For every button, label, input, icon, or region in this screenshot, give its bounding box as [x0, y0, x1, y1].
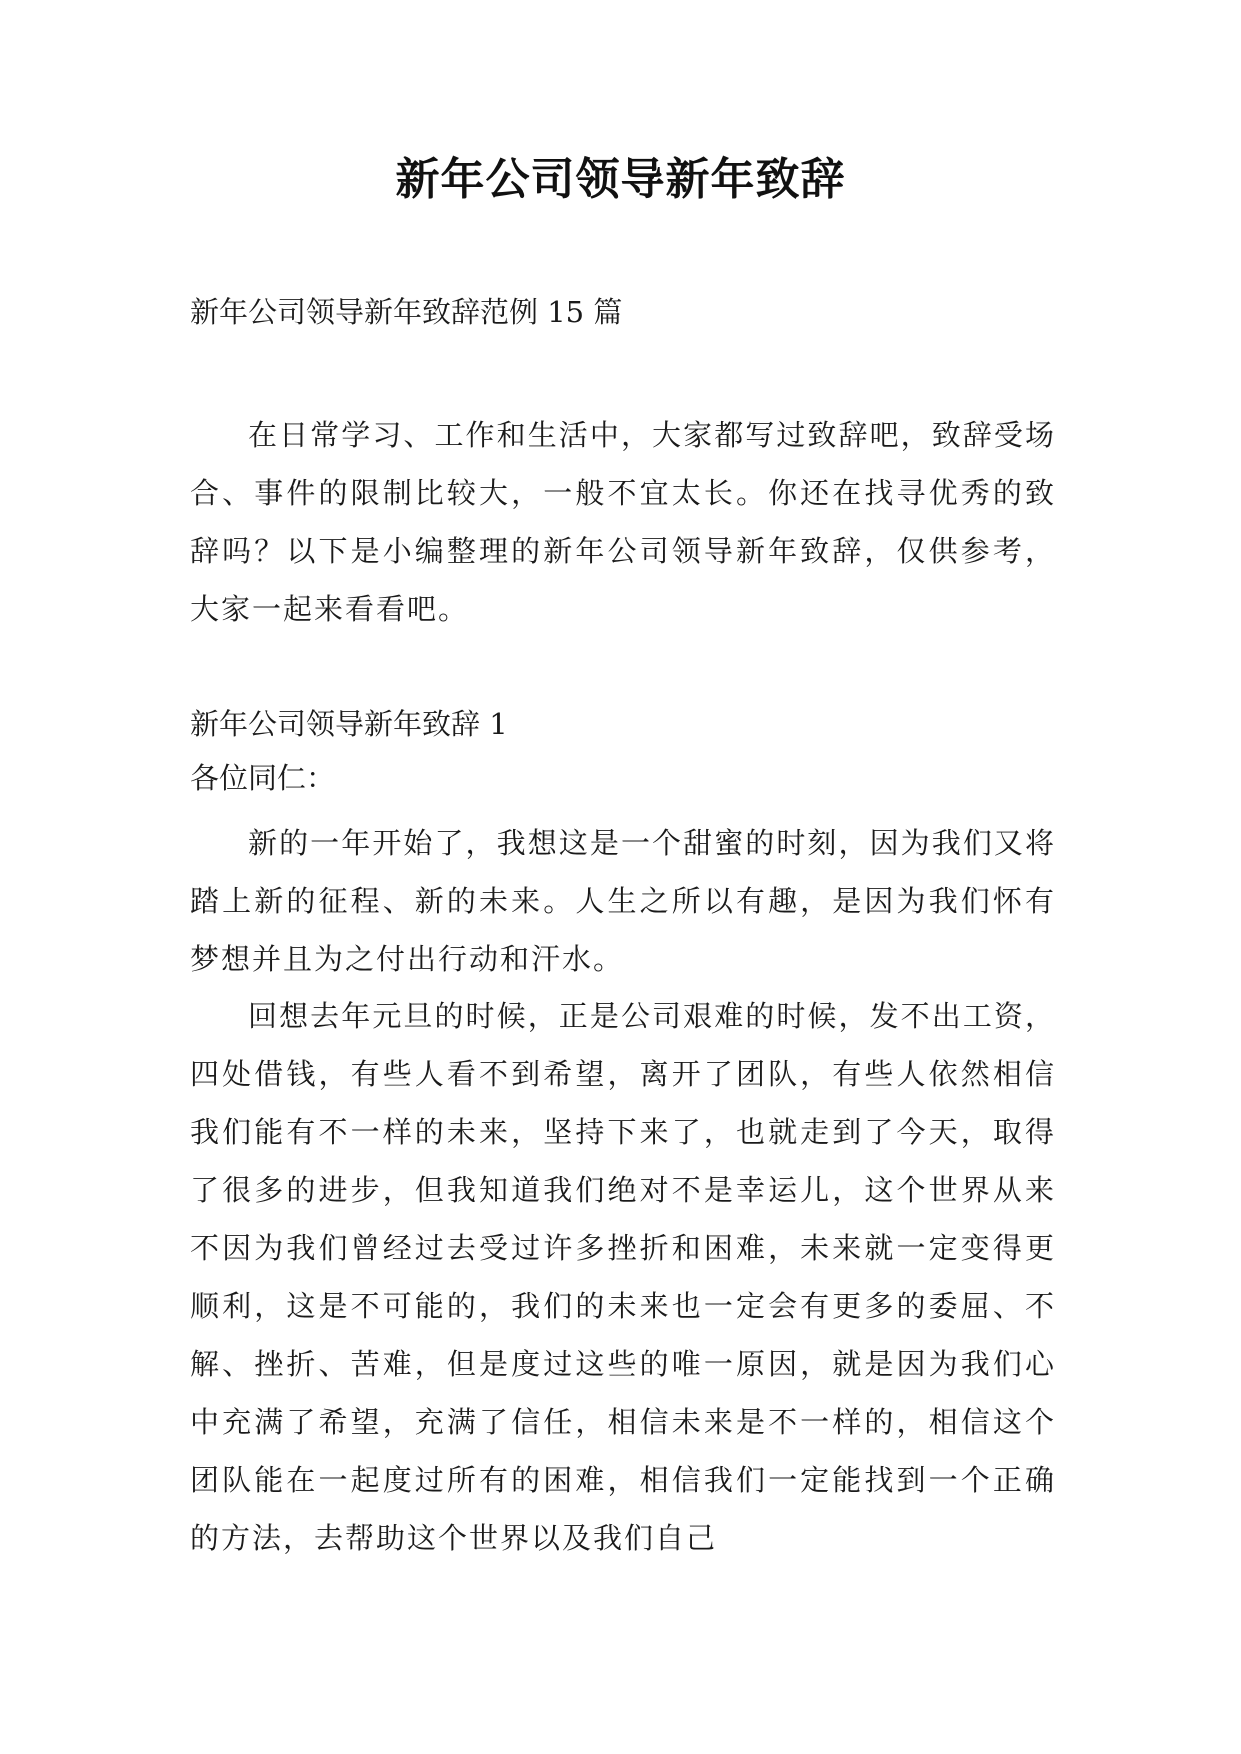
section-heading: 新年公司领导新年致辞 1 [190, 707, 508, 741]
salutation: 各位同仁： [190, 761, 336, 795]
intro-paragraph: 在日常学习、工作和生活中，大家都写过致辞吧，致辞受场合、事件的限制比较大，一般不宜太长。你还在找寻优秀的致辞吗？以下是小编整理的新年公司领导新年致辞，仅供参考，大家一起来看看吧。 [190, 418, 1056, 626]
document-title: 新年公司领导新年致辞 [395, 154, 846, 205]
document-subtitle: 新年公司领导新年致辞范例 15 篇 [190, 295, 623, 329]
body-paragraph: 新的一年开始了，我想这是一个甜蜜的时刻，因为我们又将踏上新的征程、新的未来。人生之所以有趣，是因为我们怀有梦想并且为之付出行动和汗水。 [190, 826, 1056, 976]
body-paragraph: 回想去年元旦的时候，正是公司艰难的时候，发不出工资，四处借钱，有些人看不到希望，离开了团队，有些人依然相信我们能有不一样的未来，坚持下来了，也就走到了今天，取得了很多的进步，但我知道我们绝对不是幸运儿，这个世界从来不因为我们曾经过去受过许多挫折和困难，未来就一定变得更顺利，这是不可能的，我们的未来也一定会有更多的委屈、不解、挫折、苦难，但是度过这些的唯一原因，就是因为我们心中充满了希望，充满了信任，相信未来是不一样的，相信这个团队能在一起度过所有的困难，相信我们一定能找到一个正确的方法，去帮助这个世界以及我们自己 [190, 999, 1056, 1555]
